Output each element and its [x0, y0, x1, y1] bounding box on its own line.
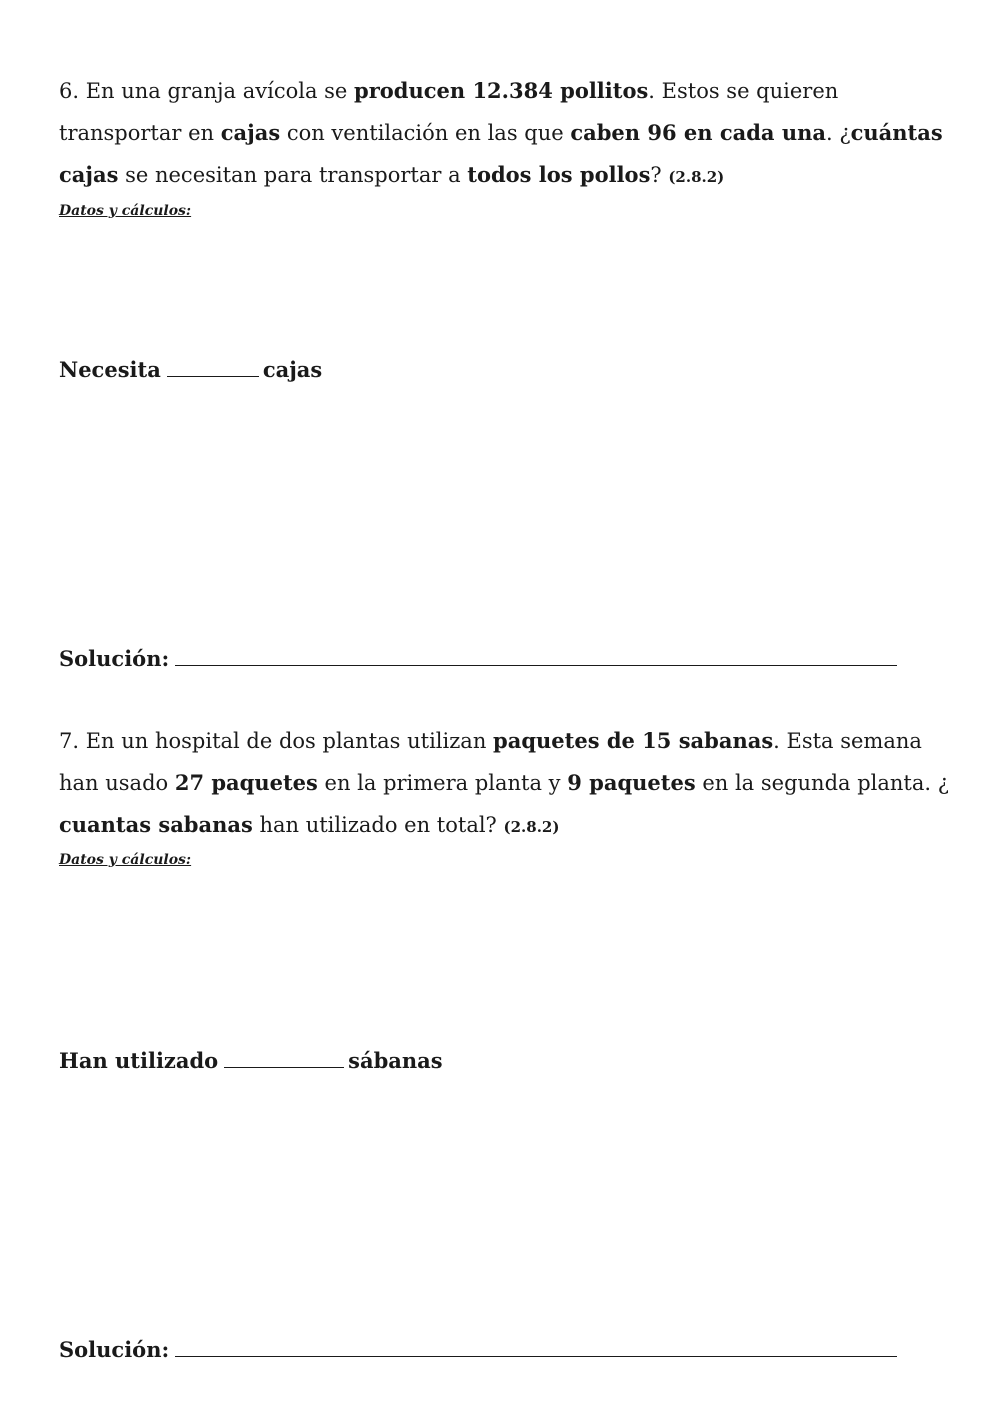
- bold-phrase: producen 12.384 pollitos: [354, 78, 649, 103]
- solution-blank[interactable]: [175, 643, 897, 666]
- solution-line-6: Solución:: [59, 643, 897, 674]
- bold-phrase: caben 96 en cada una: [570, 120, 826, 145]
- bold-phrase: paquetes de 15 sabanas: [493, 728, 774, 753]
- bold-phrase: 9 paquetes: [567, 770, 696, 795]
- competency-ref: (2.8.2): [668, 168, 725, 186]
- bold-phrase: 27 paquetes: [174, 770, 318, 795]
- problem-6-text: 6. En una granja avícola se producen 12.384 pollitos. Estos se quieren transportar en cajas con ventilación en las que caben 96 en cada una. ¿cuántas cajas se necesitan para transportar a todos los pollos? (2.8.2): [59, 78, 943, 187]
- solution-blank[interactable]: [175, 1334, 897, 1357]
- answer-line-7: Han utilizado sábanas: [59, 1045, 443, 1076]
- bold-phrase: cuantas sabanas: [59, 812, 253, 837]
- solution-line-7: Solución:: [59, 1334, 897, 1365]
- bold-phrase: cajas: [220, 120, 281, 145]
- answer-line-6: Necesita cajas: [59, 354, 322, 385]
- problem-7-text: 7. En un hospital de dos plantas utilizan paquetes de 15 sabanas. Esta semana han usado 27 paquetes en la primera planta y 9 paquetes en la segunda planta. ¿ cuantas sabanas han utilizado en total? (2.8.2): [59, 728, 949, 837]
- bold-phrase: todos los pollos: [467, 162, 651, 187]
- competency-ref: (2.8.2): [503, 818, 560, 836]
- datos-calculos-label: Datos y cálculos:: [59, 203, 192, 219]
- answer-blank[interactable]: [167, 354, 259, 377]
- answer-blank[interactable]: [224, 1045, 344, 1068]
- bold-phrase: cuántas cajas: [59, 120, 943, 187]
- datos-calculos-label: Datos y cálculos:: [59, 852, 192, 868]
